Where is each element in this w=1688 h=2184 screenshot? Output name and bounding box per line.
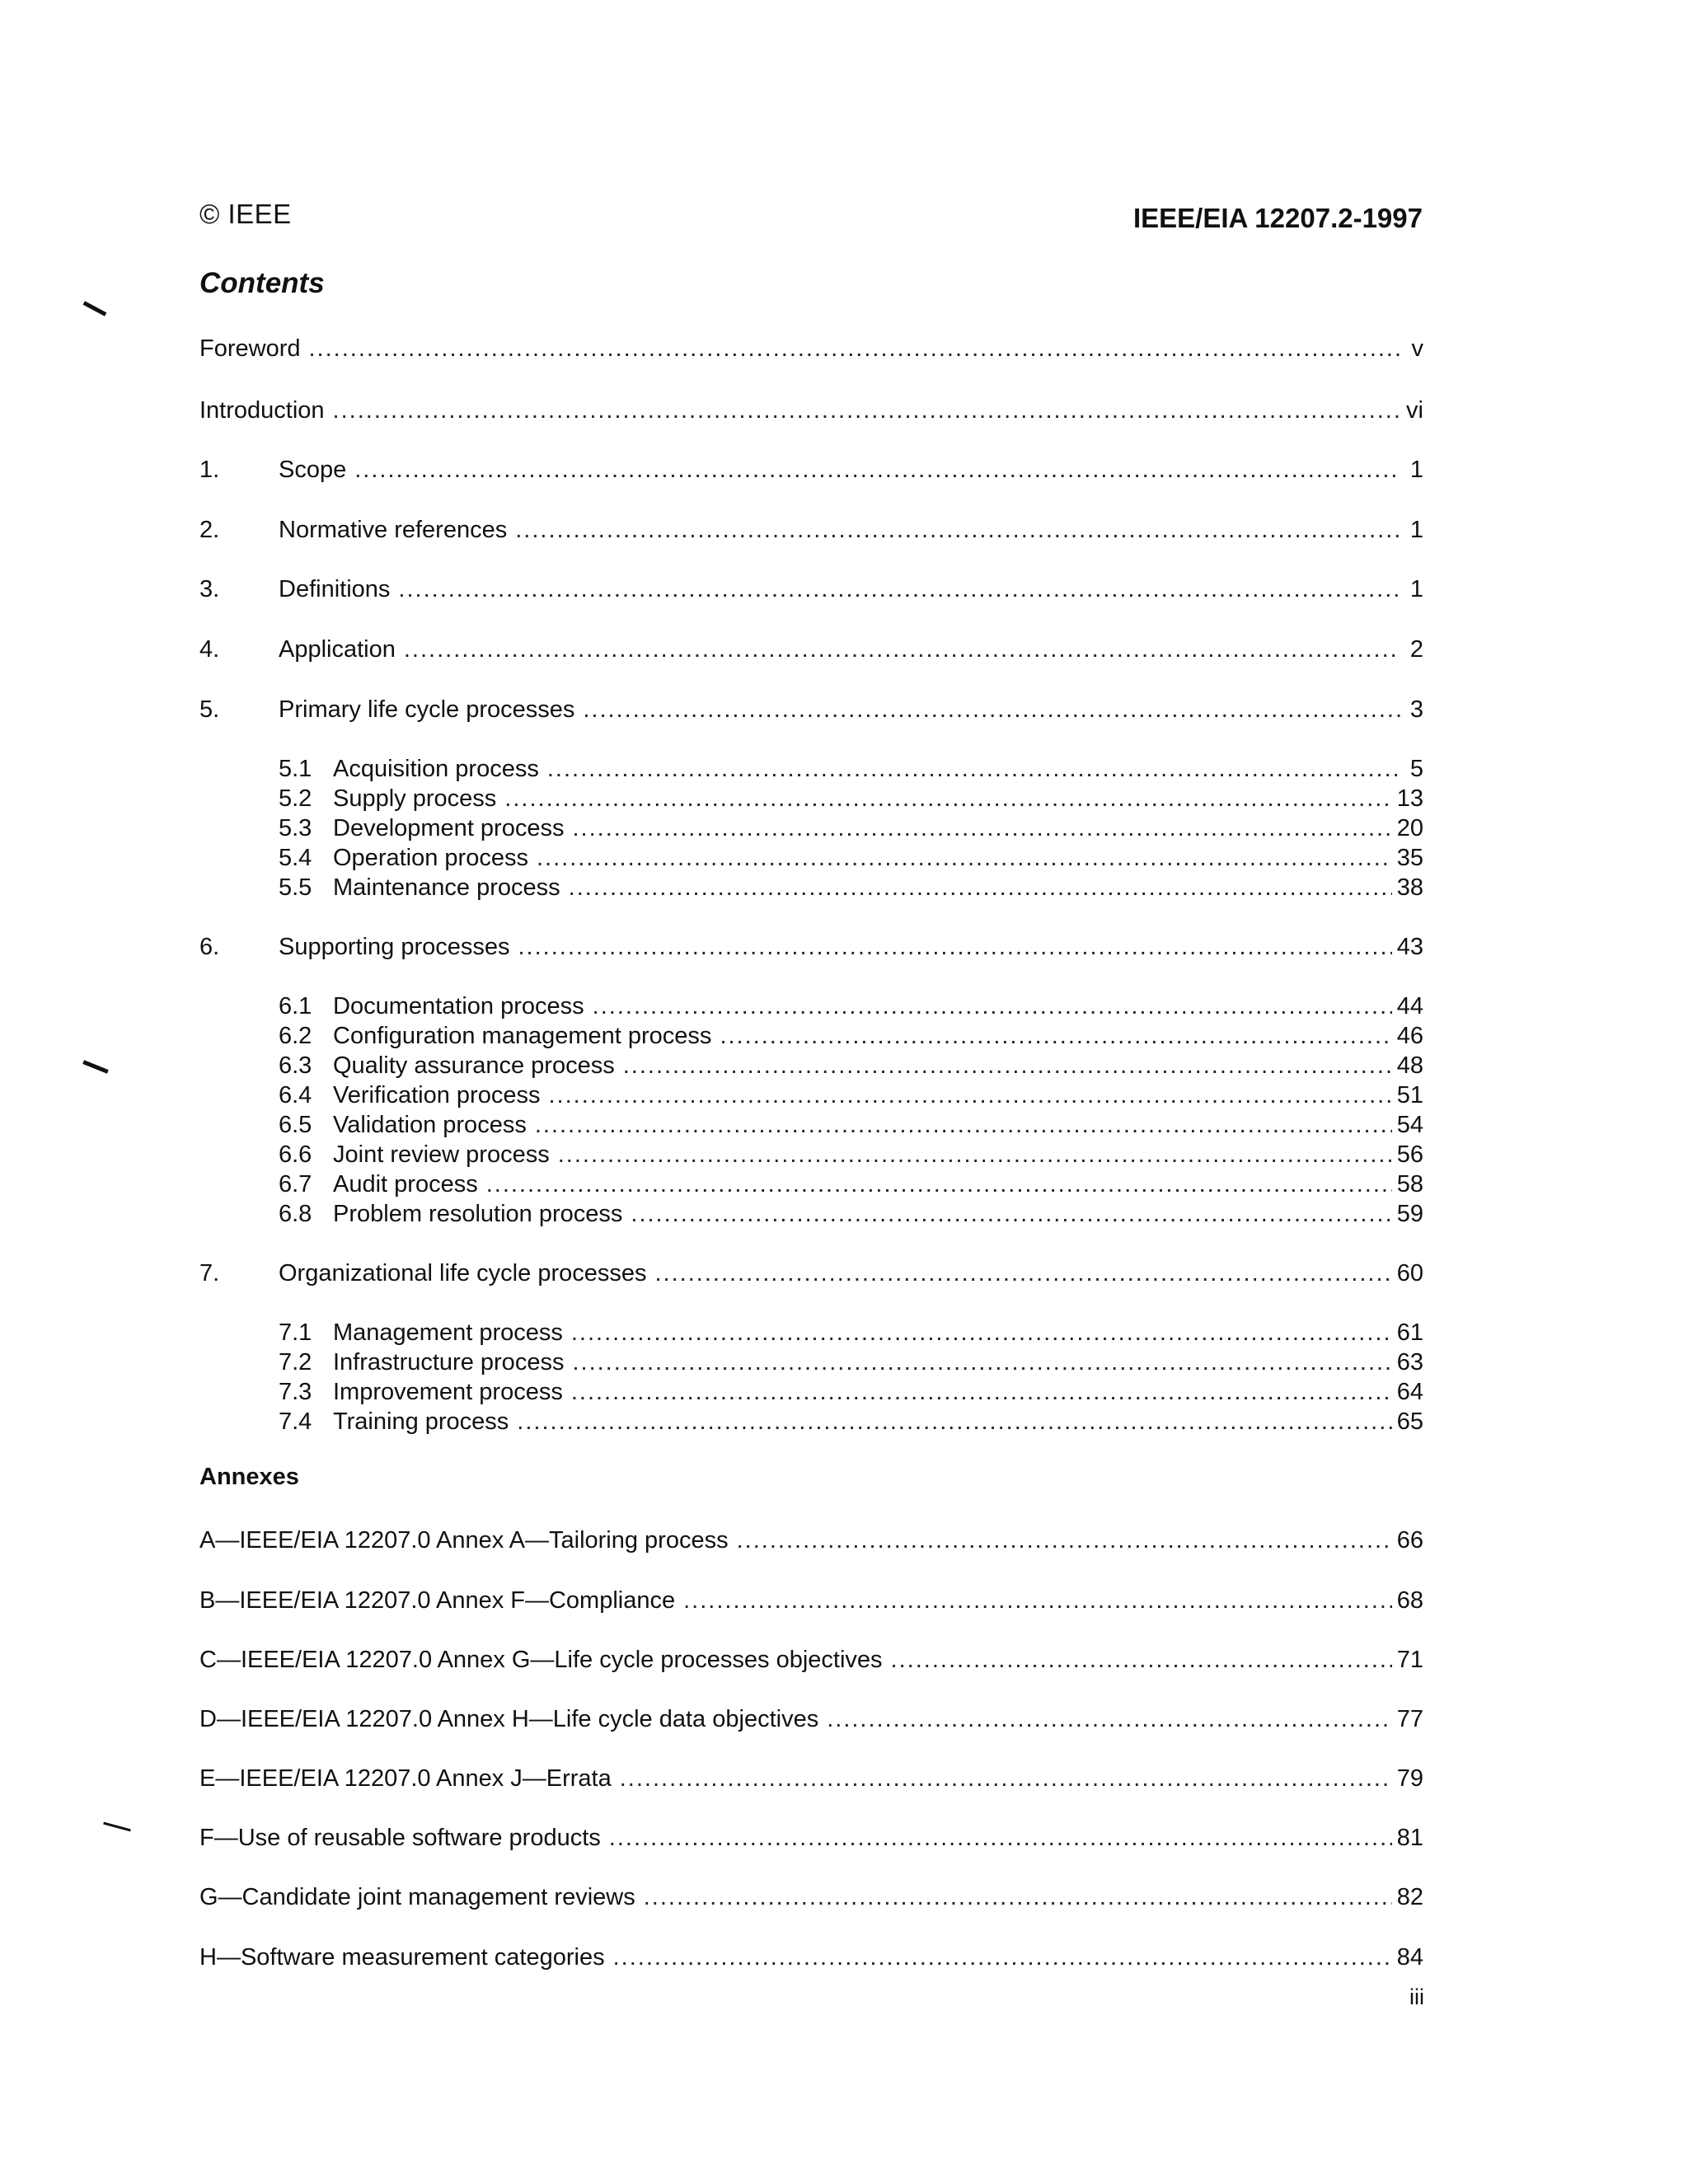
- toc-entry-number: 5.2: [279, 785, 312, 812]
- toc-entry-number: 1.: [199, 457, 220, 483]
- toc-entry-page: 44: [1396, 993, 1423, 1019]
- toc-entry-subsection-7-1[interactable]: [199, 1316, 1423, 1349]
- toc-entry-label: Audit process: [333, 1171, 478, 1197]
- toc-entry-page: 60: [1396, 1260, 1423, 1286]
- toc-entry-subsection-6-3[interactable]: [199, 1049, 1423, 1082]
- dot-leader: [518, 930, 1392, 963]
- toc-entry-subsection-6-8[interactable]: [199, 1197, 1423, 1230]
- toc-entry-section-1[interactable]: [199, 453, 1423, 486]
- scan-mark: [82, 1060, 109, 1074]
- toc-entry-section-2[interactable]: [199, 513, 1423, 546]
- toc-entry-number: 7.1: [279, 1319, 312, 1346]
- toc-entry-introduction[interactable]: [199, 394, 1423, 427]
- toc-entry-label: Infrastructure process: [333, 1349, 565, 1376]
- toc-entry-label: Validation process: [333, 1112, 527, 1138]
- toc-entry-label: Normative references: [279, 517, 508, 543]
- toc-entry-annex-g[interactable]: [199, 1881, 1423, 1914]
- toc-entry-section-3[interactable]: [199, 573, 1423, 606]
- toc-entry-page: 66: [1396, 1527, 1423, 1554]
- toc-entry-page: 81: [1396, 1825, 1423, 1851]
- toc-entry-number: 4.: [199, 636, 220, 663]
- dot-leader: [571, 1376, 1392, 1408]
- toc-entry-label: Organizational life cycle processes: [279, 1260, 647, 1286]
- toc-entry-number: 2.: [199, 517, 220, 543]
- dot-leader: [827, 1703, 1392, 1736]
- toc-entry-section-6[interactable]: [199, 930, 1423, 963]
- scan-mark: [103, 1822, 131, 1832]
- toc-entry-label: F—Use of reusable software products: [199, 1825, 601, 1851]
- toc-entry-label: Development process: [333, 815, 565, 841]
- toc-entry-page: 68: [1396, 1587, 1423, 1614]
- toc-entry-subsection-6-5[interactable]: [199, 1108, 1423, 1141]
- toc-entry-label: Joint review process: [333, 1141, 550, 1168]
- toc-entry-subsection-6-4[interactable]: [199, 1079, 1423, 1112]
- dot-leader: [504, 782, 1391, 815]
- toc-entry-page: 2: [1409, 636, 1423, 663]
- toc-entry-subsection-6-1[interactable]: [199, 990, 1423, 1023]
- toc-entry-page: 58: [1396, 1171, 1423, 1197]
- dot-leader: [571, 1316, 1392, 1349]
- toc-entry-page: 63: [1396, 1349, 1423, 1376]
- toc-entry-page: 65: [1396, 1408, 1423, 1435]
- scan-mark: [83, 301, 107, 316]
- toc-entry-label: Introduction: [199, 397, 325, 424]
- toc-entry-page: v: [1411, 335, 1423, 362]
- toc-entry-page: 79: [1396, 1765, 1423, 1792]
- toc-entry-label: Operation process: [333, 845, 528, 871]
- toc-entry-annex-a[interactable]: [199, 1524, 1423, 1557]
- dot-leader: [404, 633, 1400, 666]
- toc-entry-subsection-7-3[interactable]: [199, 1376, 1423, 1408]
- toc-entry-number: 6.2: [279, 1023, 312, 1049]
- standard-number-header: IEEE/EIA 12207.2-1997: [1132, 203, 1423, 233]
- toc-entry-number: 5.1: [279, 756, 312, 782]
- toc-entry-label: Primary life cycle processes: [279, 696, 575, 723]
- toc-entry-section-4[interactable]: [199, 633, 1423, 666]
- toc-entry-number: 7.: [199, 1260, 220, 1286]
- dot-leader: [572, 1346, 1391, 1379]
- dot-leader: [593, 990, 1392, 1023]
- copyright-header: © IEEE: [199, 199, 292, 229]
- dot-leader: [644, 1881, 1392, 1914]
- toc-entry-number: 6.: [199, 934, 220, 960]
- toc-entry-number: 5.4: [279, 845, 312, 871]
- toc-entry-number: 7.4: [279, 1408, 312, 1435]
- toc-entry-number: 6.3: [279, 1052, 312, 1079]
- dot-leader: [354, 453, 1400, 486]
- toc-entry-number: 6.8: [279, 1201, 312, 1227]
- toc-entry-section-5[interactable]: [199, 693, 1423, 726]
- dot-leader: [535, 1108, 1392, 1141]
- toc-entry-page: 1: [1409, 517, 1423, 543]
- toc-entry-page: 51: [1396, 1082, 1423, 1108]
- toc-entry-number: 6.1: [279, 993, 312, 1019]
- toc-entry-label: Supporting processes: [279, 934, 510, 960]
- toc-entry-page: 71: [1396, 1647, 1423, 1673]
- annexes-heading: Annexes: [199, 1464, 299, 1490]
- toc-entry-number: 3.: [199, 576, 220, 602]
- dot-leader: [486, 1168, 1392, 1201]
- toc-entry-subsection-7-2[interactable]: [199, 1346, 1423, 1379]
- toc-entry-label: H—Software measurement categories: [199, 1944, 605, 1971]
- toc-entry-page: 64: [1396, 1379, 1423, 1405]
- toc-entry-page: 46: [1396, 1023, 1423, 1049]
- toc-entry-annex-f[interactable]: [199, 1821, 1423, 1854]
- dot-leader: [737, 1524, 1392, 1557]
- toc-entry-number: 5.: [199, 696, 220, 723]
- dot-leader: [631, 1197, 1391, 1230]
- toc-entry-number: 7.3: [279, 1379, 312, 1405]
- toc-entry-label: Documentation process: [333, 993, 584, 1019]
- dot-leader: [583, 693, 1400, 726]
- dot-leader: [398, 573, 1400, 606]
- toc-entry-annex-h[interactable]: [199, 1941, 1423, 1974]
- dot-leader: [572, 812, 1391, 845]
- toc-entry-page: 43: [1396, 934, 1423, 960]
- toc-entry-page: 38: [1396, 874, 1423, 901]
- dot-leader: [891, 1643, 1392, 1676]
- toc-entry-label: Training process: [333, 1408, 509, 1435]
- toc-entry-number: 6.7: [279, 1171, 312, 1197]
- toc-entry-subsection-5-4[interactable]: [199, 841, 1423, 874]
- dot-leader: [683, 1584, 1392, 1617]
- toc-entry-page: 59: [1396, 1201, 1423, 1227]
- dot-leader: [720, 1019, 1391, 1052]
- toc-entry-number: 6.5: [279, 1112, 312, 1138]
- toc-entry-page: 77: [1396, 1706, 1423, 1732]
- toc-entry-page: 3: [1409, 696, 1423, 723]
- dot-leader: [623, 1049, 1392, 1082]
- toc-entry-label: Quality assurance process: [333, 1052, 615, 1079]
- toc-entry-label: G—Candidate joint management reviews: [199, 1884, 635, 1910]
- toc-entry-annex-d[interactable]: [199, 1703, 1423, 1736]
- toc-entry-number: 6.6: [279, 1141, 312, 1168]
- toc-entry-page: 84: [1396, 1944, 1423, 1971]
- toc-entry-label: Scope: [279, 457, 347, 483]
- toc-entry-subsection-5-2[interactable]: [199, 782, 1423, 815]
- toc-entry-page: 20: [1396, 815, 1423, 841]
- toc-entry-page: 82: [1396, 1884, 1423, 1910]
- toc-entry-number: 7.2: [279, 1349, 312, 1376]
- contents-title: Contents: [199, 267, 325, 299]
- toc-entry-number: 5.5: [279, 874, 312, 901]
- toc-entry-subsection-5-3[interactable]: [199, 812, 1423, 845]
- dot-leader: [537, 841, 1392, 874]
- toc-entry-subsection-5-5[interactable]: [199, 871, 1423, 904]
- toc-entry-page: 35: [1396, 845, 1423, 871]
- toc-entry-page: 61: [1396, 1319, 1423, 1346]
- toc-entry-label: Configuration management process: [333, 1023, 712, 1049]
- toc-entry-page: 1: [1409, 457, 1423, 483]
- toc-entry-label: B—IEEE/EIA 12207.0 Annex F—Compliance: [199, 1587, 676, 1614]
- toc-entry-label: Supply process: [333, 785, 497, 812]
- page-number: iii: [1409, 1985, 1424, 2009]
- dot-leader: [548, 1079, 1391, 1112]
- toc-entry-label: Verification process: [333, 1082, 541, 1108]
- toc-entry-page: 56: [1396, 1141, 1423, 1168]
- toc-entry-section-7[interactable]: [199, 1257, 1423, 1290]
- dot-leader: [515, 513, 1400, 546]
- dot-leader: [654, 1257, 1391, 1290]
- toc-entry-label: Improvement process: [333, 1379, 563, 1405]
- toc-entry-subsection-5-1[interactable]: [199, 752, 1423, 785]
- toc-entry-page: vi: [1406, 397, 1423, 424]
- toc-entry-foreword[interactable]: [199, 332, 1423, 365]
- toc-entry-label: A—IEEE/EIA 12207.0 Annex A—Tailoring process: [199, 1527, 729, 1554]
- toc-entry-annex-e[interactable]: [199, 1762, 1423, 1795]
- dot-leader: [620, 1762, 1392, 1795]
- dot-leader: [547, 752, 1400, 785]
- dot-leader: [309, 332, 1401, 365]
- toc-entry-subsection-6-6[interactable]: [199, 1138, 1423, 1171]
- toc-entry-page: 54: [1396, 1112, 1423, 1138]
- toc-entry-label: Maintenance process: [333, 874, 560, 901]
- dot-leader: [558, 1138, 1392, 1171]
- toc-entry-page: 48: [1396, 1052, 1423, 1079]
- toc-entry-label: Foreword: [199, 335, 301, 362]
- toc-entry-label: C—IEEE/EIA 12207.0 Annex G—Life cycle processes objectives: [199, 1647, 883, 1673]
- toc-entry-label: D—IEEE/EIA 12207.0 Annex H—Life cycle data objectives: [199, 1706, 819, 1732]
- toc-entry-label: Application: [279, 636, 396, 663]
- toc-entry-annex-b[interactable]: [199, 1584, 1423, 1617]
- dot-leader: [613, 1941, 1392, 1974]
- toc-entry-page: 5: [1409, 756, 1423, 782]
- dot-leader: [569, 871, 1392, 904]
- dot-leader: [609, 1821, 1392, 1854]
- toc-entry-subsection-7-4[interactable]: [199, 1405, 1423, 1438]
- toc-entry-label: Acquisition process: [333, 756, 539, 782]
- dot-leader: [333, 394, 1400, 427]
- toc-entry-subsection-6-7[interactable]: [199, 1168, 1423, 1201]
- toc-entry-label: Definitions: [279, 576, 391, 602]
- dot-leader: [517, 1405, 1391, 1438]
- toc-entry-page: 1: [1409, 576, 1423, 602]
- toc-entry-annex-c[interactable]: [199, 1643, 1423, 1676]
- toc-entry-number: 6.4: [279, 1082, 312, 1108]
- toc-entry-label: Management process: [333, 1319, 563, 1346]
- toc-entry-label: Problem resolution process: [333, 1201, 623, 1227]
- toc-entry-number: 5.3: [279, 815, 312, 841]
- toc-entry-page: 13: [1396, 785, 1423, 812]
- toc-entry-label: E—IEEE/EIA 12207.0 Annex J—Errata: [199, 1765, 612, 1792]
- toc-entry-subsection-6-2[interactable]: [199, 1019, 1423, 1052]
